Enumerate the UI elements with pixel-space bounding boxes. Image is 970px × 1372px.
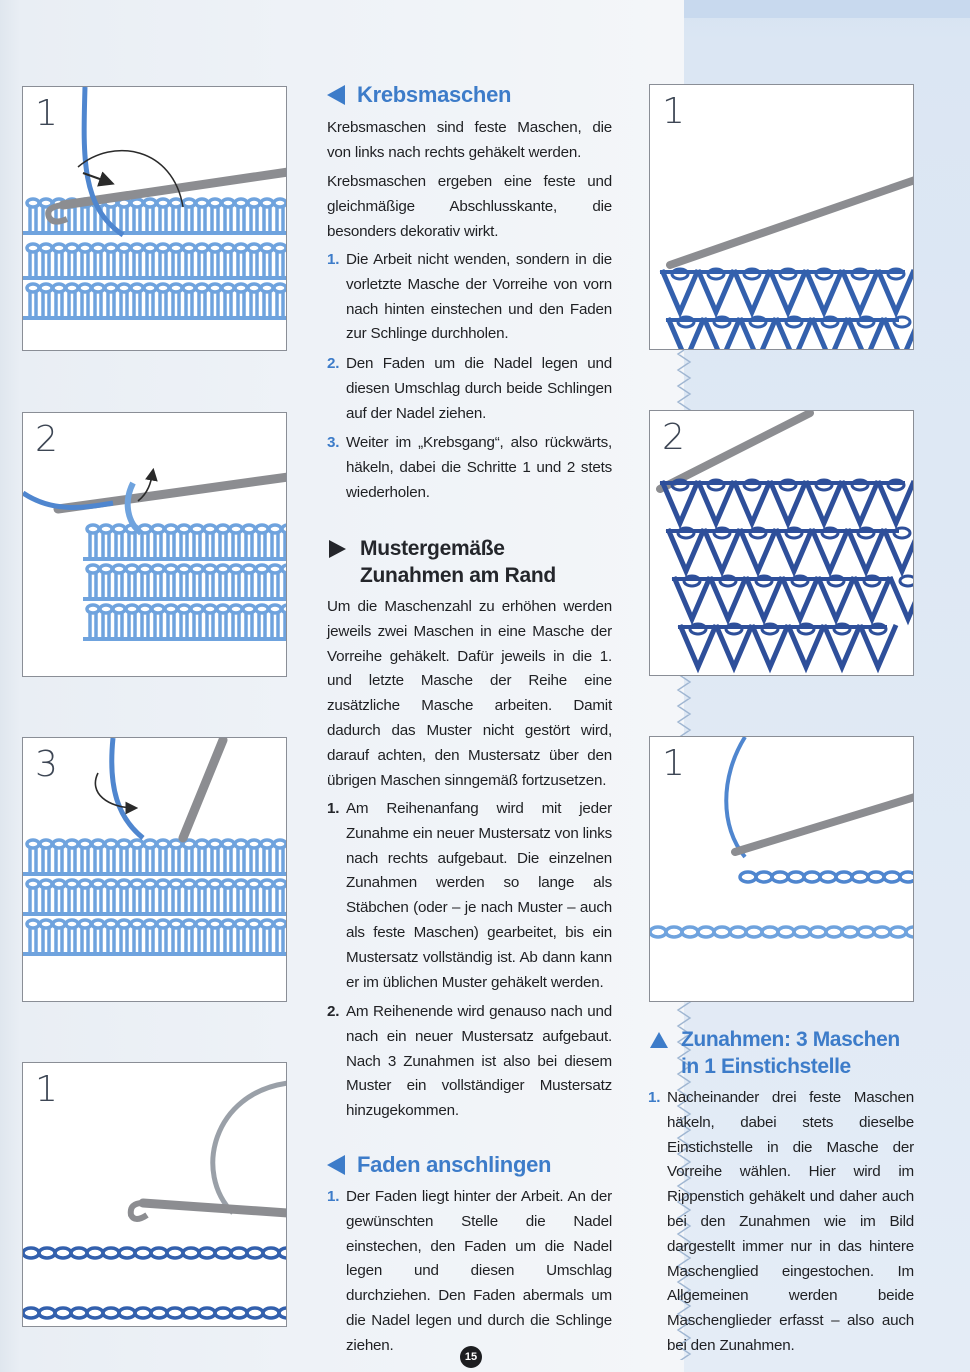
arrow-up-icon bbox=[650, 1032, 668, 1048]
list-number: 2. bbox=[327, 1003, 340, 1020]
photo-panel-krebs-2 bbox=[22, 412, 287, 677]
step-number: 1 bbox=[662, 743, 685, 784]
list-item bbox=[648, 1086, 914, 1359]
crochet-illustration bbox=[650, 737, 914, 1002]
photo-panel-zunahme-3 bbox=[649, 736, 914, 1002]
crochet-illustration bbox=[23, 413, 287, 677]
heading-line: Mustergemäße bbox=[360, 537, 505, 560]
list-item bbox=[327, 1000, 612, 1124]
paragraph: Krebsmaschen ergeben eine feste und gleichmäßige Abschlusskante, die besonders dekorativ wirkt. bbox=[327, 173, 612, 240]
working-yarn bbox=[112, 738, 143, 838]
list-number: 1. bbox=[648, 1089, 661, 1106]
list-item bbox=[327, 797, 612, 995]
list-text: Nacheinander drei feste Maschen häkeln, dabei stets dieselbe Einstichstelle in die Masche der Vorreihe wählen. Hier wird im Rippenstich gehäkelt und daher auch bei den Zunahmen wie im Bild dargestellt immer nur in das hintere Maschenglied eingestochen. Im Allgemeinen werden beide Maschenglieder erfasst – also auch bei den Zunahmen. bbox=[667, 1089, 914, 1354]
crochet-illustration bbox=[23, 738, 287, 1002]
crochet-illustration bbox=[650, 85, 914, 350]
arrow-left-icon bbox=[327, 1155, 345, 1175]
photo-panel-zunahme-1 bbox=[649, 84, 914, 350]
list-number: 1. bbox=[327, 1188, 340, 1205]
crochet-hook bbox=[670, 180, 914, 265]
list-text: Der Faden liegt hinter der Arbeit. An der gewünschten Stelle die Nadel einstechen, den Faden um die Nadel legen und diesen Umschlag durchziehen. Den Faden abermals um die Nadel legen und durch die Schlinge ziehen. bbox=[346, 1188, 612, 1354]
crochet-hook bbox=[735, 797, 914, 852]
heading-krebsmaschen bbox=[327, 82, 511, 108]
step-number: 1 bbox=[35, 1069, 58, 1110]
crochet-illustration bbox=[650, 411, 914, 676]
list-text: Die Arbeit nicht wenden, sondern in die vorletzte Masche der Vorreihe von vorn nach hinten einstechen und den Faden zur Schlinge durchholen. bbox=[346, 251, 612, 343]
page-number: 15 bbox=[460, 1346, 482, 1368]
list-number: 1. bbox=[327, 251, 340, 268]
fabric-rows bbox=[23, 199, 287, 318]
heading-text: Krebsmaschen bbox=[357, 82, 512, 107]
heading-zunahmen-3-maschen bbox=[648, 1026, 900, 1080]
crochet-hook bbox=[183, 740, 223, 838]
list-number: 1. bbox=[327, 800, 340, 817]
list-number: 2. bbox=[327, 355, 340, 372]
arrow-right-icon bbox=[329, 540, 346, 558]
photo-panel-krebs-3 bbox=[22, 737, 287, 1002]
list-text: Den Faden um die Nadel legen und diesen Umschlag durch beide Schlingen auf der Nadel ziehen. bbox=[346, 355, 612, 422]
list-item bbox=[327, 352, 612, 426]
list-item bbox=[327, 431, 612, 505]
heading-line: Zunahmen am Rand bbox=[360, 564, 556, 587]
list-number: 3. bbox=[327, 434, 340, 451]
heading-line: Zunahmen: 3 Maschen bbox=[681, 1028, 900, 1051]
step-number: 2 bbox=[35, 419, 58, 460]
paragraph: Krebsmaschen sind feste Maschen, die von links nach rechts gehäkelt werden. bbox=[327, 119, 612, 161]
list-item bbox=[327, 1185, 612, 1359]
heading-text: Faden anschlingen bbox=[357, 1152, 552, 1177]
heading-line: in 1 Einstichstelle bbox=[681, 1055, 851, 1078]
step-number: 2 bbox=[662, 417, 685, 458]
working-yarn bbox=[726, 737, 745, 857]
photo-panel-krebs-1 bbox=[22, 86, 287, 351]
photo-panel-zunahme-2 bbox=[649, 410, 914, 676]
step-number: 1 bbox=[662, 91, 685, 132]
heading-mustergemaesse-zunahmen bbox=[327, 535, 556, 589]
paragraph: Um die Maschenzahl zu erhöhen werden jeweils zwei Maschen in eine Masche der Vorreihe gehäkelt. Dafür jeweils in die 1. und letzte Masche der Reihe eine zusätzliche Masche arbeiten. Damit dadurch das Muster nicht gestört wird, darauf achten, den Mustersatz über den übrigen Maschen sinngemäß fortzusetzen. bbox=[327, 598, 612, 789]
heading-faden-anschlingen bbox=[327, 1152, 551, 1178]
crochet-illustration bbox=[23, 87, 287, 351]
list-text: Am Reihenanfang wird mit jeder Zunahme ein neuer Mustersatz von links nach rechts aufgebaut. Die einzelnen Zunahmen werden so lange als Stäbchen (oder – je nach Muster – auch als feste Maschen) gearbeitet, bis ein Mustersatz vollständig ist. Ab dann kann er im üblichen Muster gehäkelt werden. bbox=[346, 800, 612, 991]
photo-panel-faden-1 bbox=[22, 1062, 287, 1327]
list-text: Am Reihenende wird genauso nach und nach ein neuer Mustersatz aufgebaut. Nach 3 Zunahmen ist also bei diesem Muster ein vollständiger Mustersatz hinzugekommen. bbox=[346, 1003, 612, 1120]
working-yarn bbox=[84, 87, 123, 235]
step-number: 3 bbox=[35, 744, 58, 785]
crochet-illustration bbox=[23, 1063, 287, 1327]
arrow-left-icon bbox=[327, 85, 345, 105]
list-item bbox=[327, 248, 612, 347]
step-number: 1 bbox=[35, 93, 58, 134]
right-column-top-strip bbox=[684, 0, 970, 18]
list-text: Weiter im „Krebsgang“, also rückwärts, häkeln, dabei die Schritte 1 und 2 stets wiederholen. bbox=[346, 434, 612, 501]
